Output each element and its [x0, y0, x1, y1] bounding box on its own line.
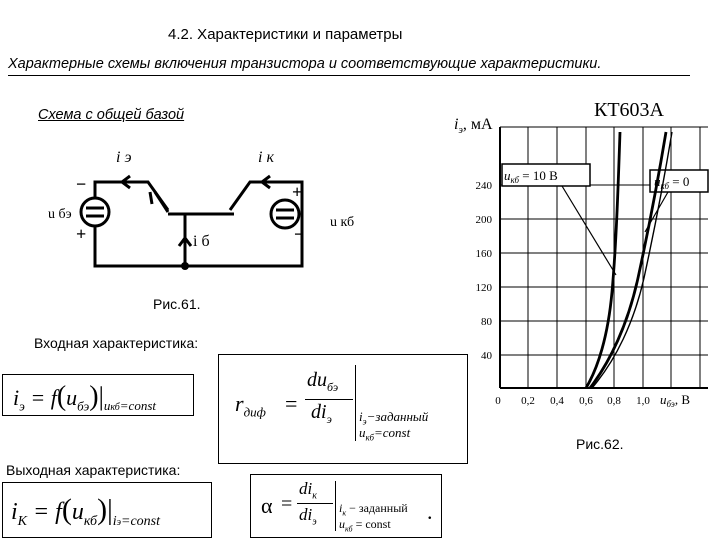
alpha-eval-bar: [335, 481, 336, 531]
rdiff-formula-box: [218, 354, 468, 464]
x-tick-label: 0,2: [521, 395, 535, 407]
rdiff-eval-bar: [355, 365, 356, 441]
common-base-circuit: [40, 140, 355, 280]
y-tick-label: 200: [475, 214, 492, 226]
x-tick-label: 0: [495, 395, 501, 407]
output-char-formula-box: [2, 482, 212, 538]
section-title: 4.2. Характеристики и параметры: [168, 26, 403, 43]
alpha-denominator: $di_э$: [299, 505, 317, 528]
rdiff-numerator: $du_{бэ}$: [307, 369, 339, 394]
output-char-label: Выходная характеристика:: [6, 462, 181, 478]
ueb-label: u бэ: [48, 207, 72, 222]
input-char-formula: $i_э = f(u_{бэ})|_{uкб=const}$: [13, 381, 156, 414]
fig62-caption: Рис.62.: [576, 436, 624, 452]
emitter-lead: [155, 192, 168, 212]
ik-label: i к: [258, 149, 274, 166]
y-tick-label: 40: [481, 350, 492, 362]
ukb-label: u кб: [330, 215, 355, 230]
x-tick-label: 0,4: [550, 395, 564, 407]
ueb-source-icon: [81, 198, 109, 226]
x-tick-label: 0,6: [579, 395, 593, 407]
ueb-plus-sign: +: [76, 224, 87, 244]
x-axis-label: $u_{бэ}$, В: [660, 392, 691, 409]
y-axis-label: $i_э$, мА: [454, 116, 493, 136]
alpha-lhs: α: [261, 493, 273, 518]
rdiff-fraction-bar: [305, 399, 353, 400]
graph-title: КТ603А: [594, 99, 664, 121]
rdiff-lhs: $r_{диф}$: [235, 391, 266, 420]
rdiff-condition-2: $u_{кб}=const$: [359, 425, 411, 443]
curve2-label: $u_{кб} = 0$: [654, 174, 690, 191]
ie-label: i э: [116, 149, 132, 166]
rdiff-condition-1: $i_э-заданный$: [359, 409, 429, 427]
alpha-period: .: [427, 499, 433, 524]
subtitle-underline: [8, 75, 690, 76]
x-tick-label: 0,8: [607, 395, 621, 407]
alpha-formula-box: [250, 474, 442, 538]
alpha-condition-2: $u_{кб}$ = const: [339, 517, 391, 534]
input-char-label: Входная характеристика:: [34, 335, 199, 351]
subtitle: Характерные схемы включения транзистора и соответствующие характеристики.: [8, 56, 602, 72]
ueb-minus-sign: −: [76, 174, 87, 194]
y-tick-label: 120: [475, 282, 492, 294]
output-char-formula: $i_К = f(u_{кб})|_{iэ=const}$: [11, 493, 161, 529]
alpha-fraction-bar: [297, 503, 333, 504]
alpha-equals: =: [281, 493, 293, 515]
curve1-leader: [562, 186, 616, 275]
rdiff-equals: =: [285, 391, 298, 416]
alpha-numerator: $di_к$: [299, 479, 317, 502]
ukb-minus-sign: −: [294, 224, 305, 244]
y-tick-label: 240: [475, 180, 492, 192]
rdiff-denominator: $di_э$: [311, 401, 332, 426]
x-tick-label: 1,0: [636, 395, 650, 407]
ib-label: i б: [193, 233, 210, 250]
fig61-caption: Рис.61.: [153, 296, 201, 312]
y-tick-label: 160: [475, 248, 492, 260]
base-node-dot: [181, 262, 189, 270]
ukb-plus-sign: +: [292, 182, 303, 202]
emitter-arrow-icon: [150, 192, 152, 204]
scheme-title: Схема с общей базой: [38, 107, 185, 123]
curve1-label: $u_{кб} = 10$ В: [504, 168, 558, 185]
alpha-condition-1: $i_к$ − заданный: [339, 501, 408, 518]
kt603a-input-graph: [440, 92, 715, 412]
y-tick-label: 80: [481, 316, 492, 328]
input-char-formula-box: [2, 374, 194, 416]
